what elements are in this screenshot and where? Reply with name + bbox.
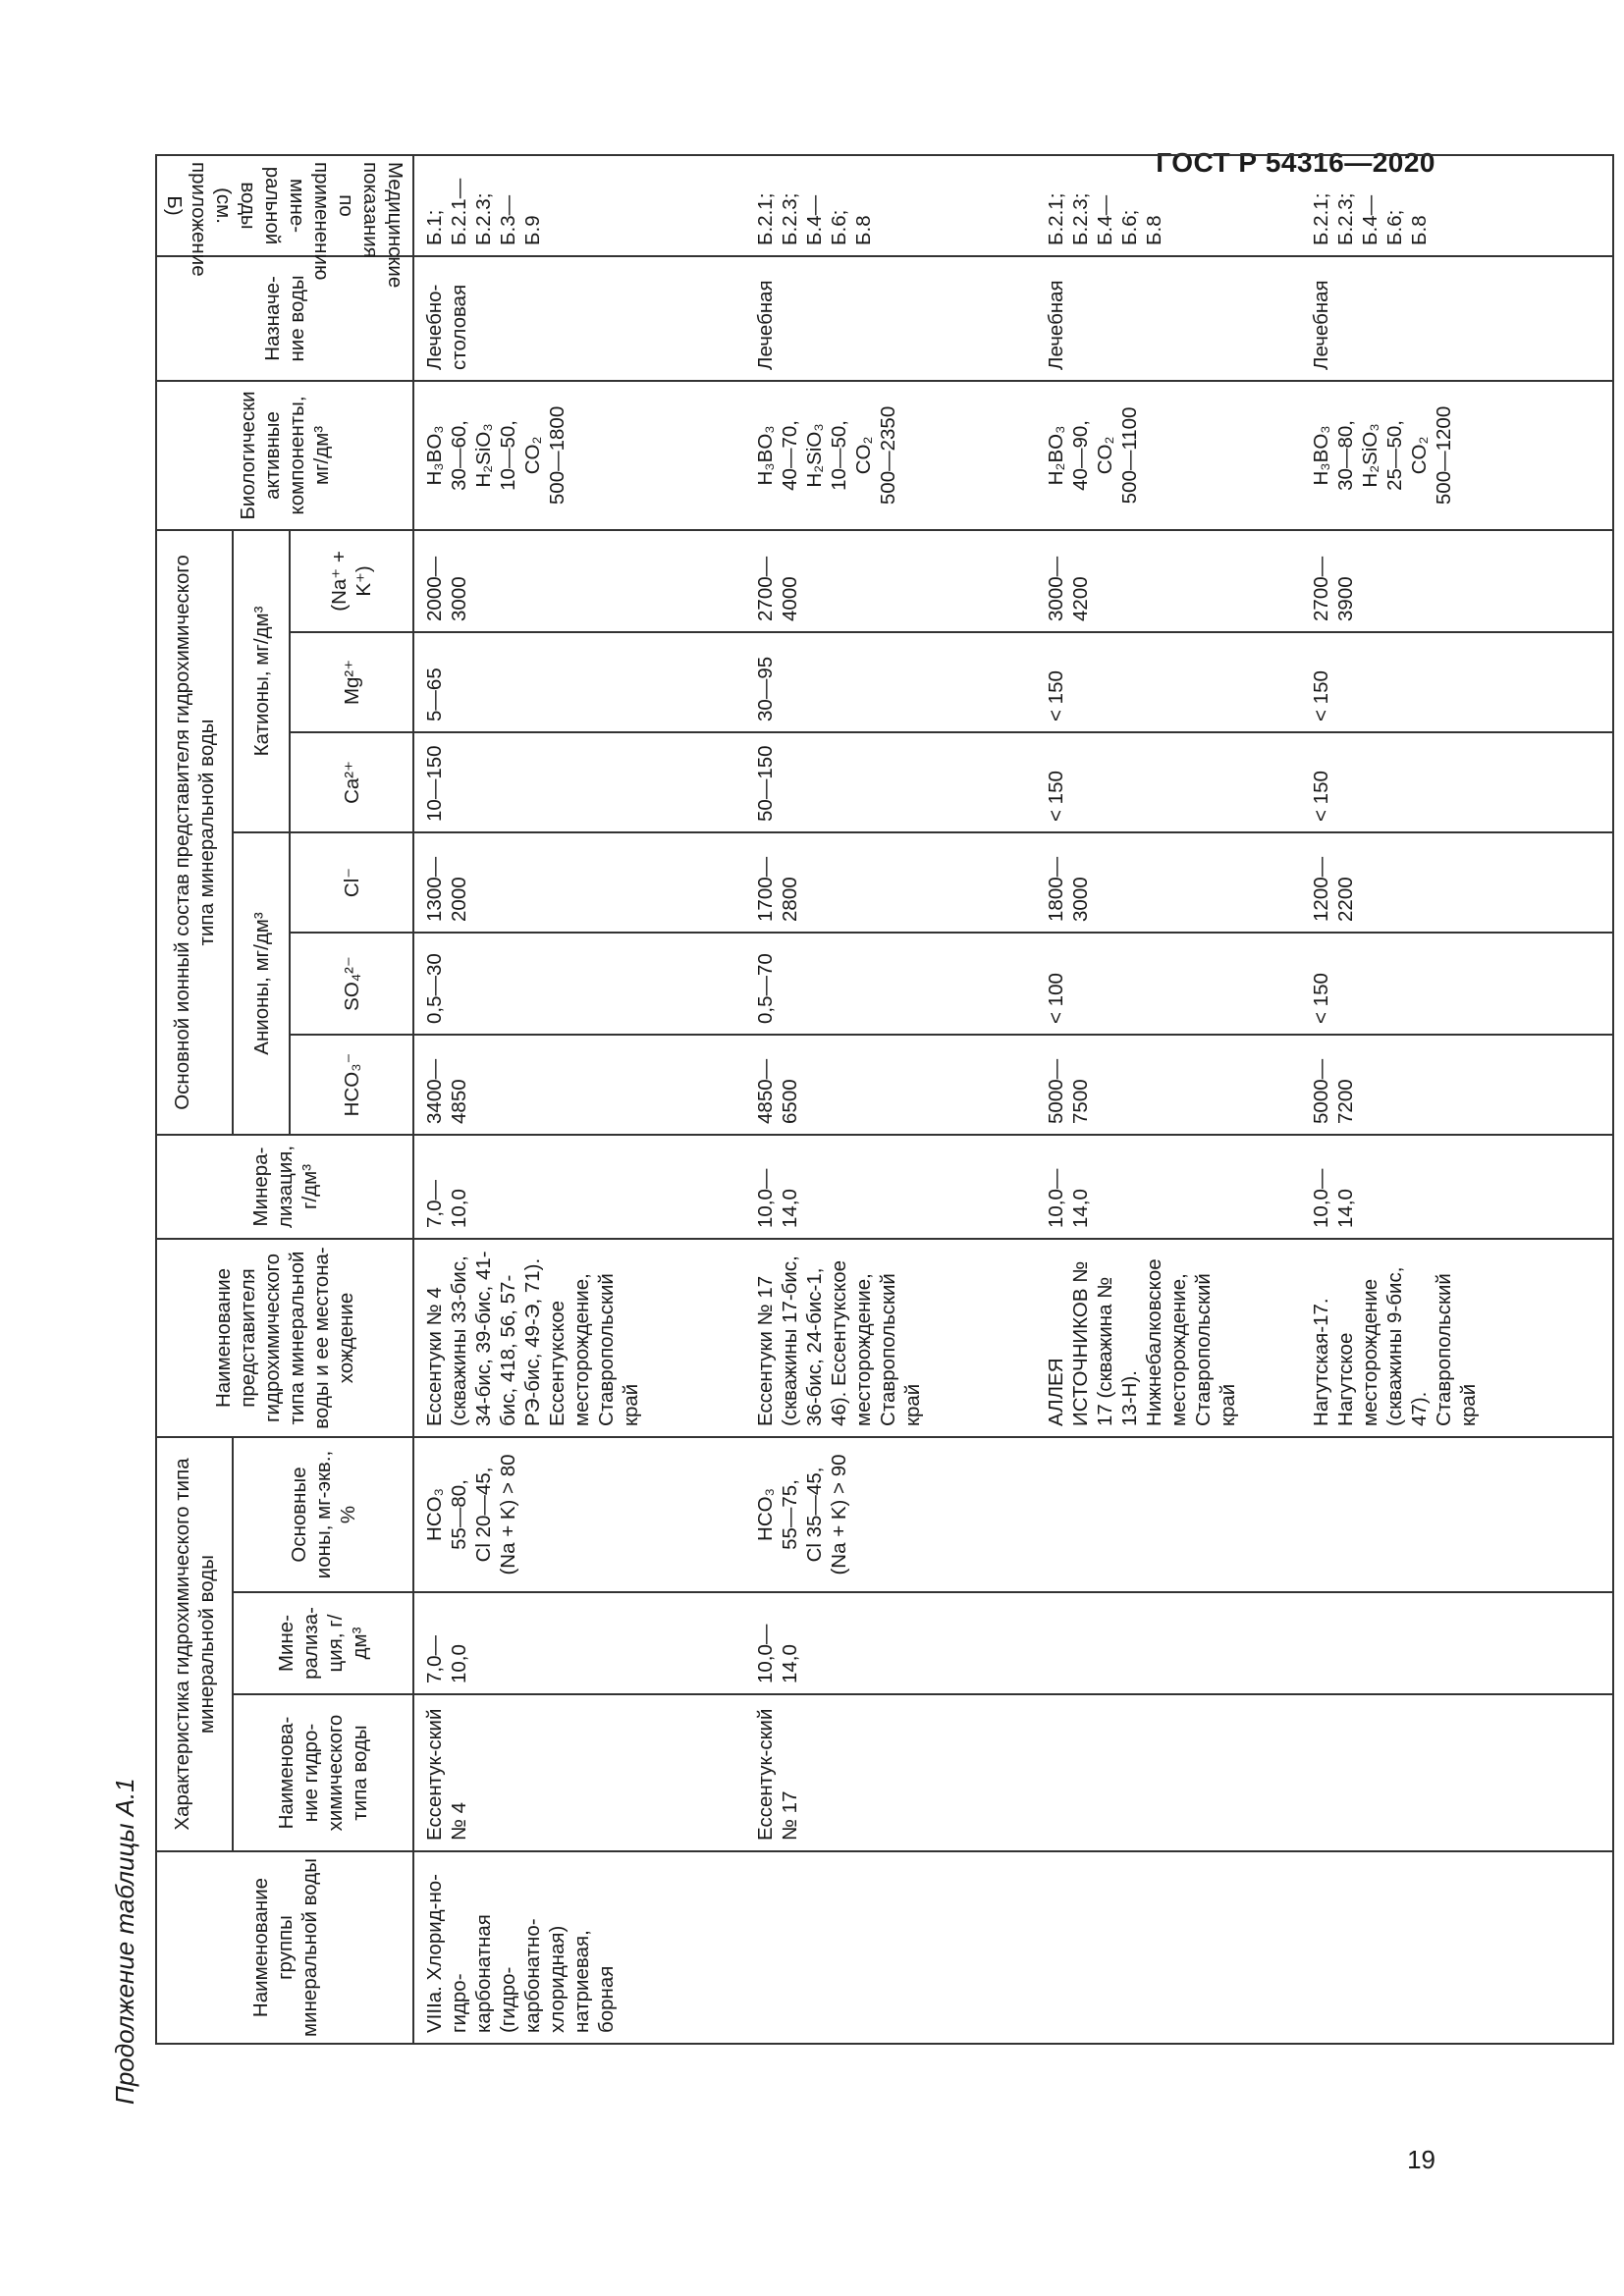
bioactive-cell-line: H₃BO₃ xyxy=(754,425,777,486)
so4-cell: 0,5—30 xyxy=(413,933,745,1035)
bioactive-cell-line: H₂SiO₃ xyxy=(1359,423,1381,488)
main-ions-cell-line: Cl 35—45, xyxy=(803,1467,826,1563)
table-caption: Продолжение таблицы А.1 xyxy=(110,1778,139,2105)
rep-mineralization-cell: 10,0—14,0 xyxy=(1036,1135,1301,1239)
representative-cell: АЛЛЕЯ ИСТОЧНИКОВ № 17 (скважина № 13-Н). Нижнебалковское месторождение, Ставропольский край xyxy=(1036,1239,1301,1437)
medical-cell-line: Б.4—Б.6; xyxy=(803,194,850,245)
medical-cell-line: Б.2.1; xyxy=(754,192,777,245)
table-row xyxy=(745,155,1036,2044)
medical-cell-line: Б.2.3; xyxy=(779,192,801,245)
so4-cell: < 100 xyxy=(1036,933,1301,1035)
medical-cell-line: Б.2.1; xyxy=(1310,192,1332,245)
rep-mineralization-cell: 10,0—14,0 xyxy=(1301,1135,1613,1239)
main-ions-cell-line: 55—80, xyxy=(448,1479,470,1550)
char-mineralization-cell xyxy=(1036,1592,1301,1694)
representative-cell: Нагутская-17. Нагутское месторождение (скважины 9-бис, 47). Ставропольский край xyxy=(1301,1239,1613,1437)
ca-cell: 50—150 xyxy=(745,732,1036,832)
main-ions-cell-line: Cl 20—45, xyxy=(472,1467,495,1563)
medical-cell-line: Б.4—Б.6; xyxy=(1359,194,1406,245)
char-name-cell: Ессентук-ский № 4 xyxy=(413,1694,745,1851)
medical-cell xyxy=(413,155,745,256)
page-number: 19 xyxy=(1407,2145,1435,2174)
main-ions-cell xyxy=(745,1437,1036,1592)
purpose-cell: Лечебная xyxy=(745,256,1036,381)
medical-cell xyxy=(1036,155,1301,256)
cl-cell: 1700—2800 xyxy=(745,832,1036,933)
mg-cell: < 150 xyxy=(1036,632,1301,732)
header-characteristic: Характеристика гидрохимического типа минеральной воды xyxy=(156,1437,233,1851)
medical-cell-line: Б.2.3; xyxy=(1334,192,1357,245)
medical-cell-line: Б.2.3; xyxy=(1069,192,1092,245)
ca-cell: < 150 xyxy=(1301,732,1613,832)
bioactive-cell-line: 40—70, xyxy=(779,420,801,491)
char-mineralization-cell xyxy=(1301,1592,1613,1694)
medical-cell-line: Б.4—Б.6; xyxy=(1094,194,1141,245)
char-name-cell: Ессентук-ский № 17 xyxy=(745,1694,1036,1851)
mineral-water-table xyxy=(155,154,1614,2045)
main-ions-cell xyxy=(1301,1437,1613,1592)
header-ca: Ca²⁺ xyxy=(290,732,413,832)
medical-cell-line: Б.2.1— xyxy=(448,178,470,245)
main-ions-cell-line: HCO₃ xyxy=(754,1488,777,1541)
header-rep-mineralization: Минера-лизация, г/дм³ xyxy=(156,1135,413,1239)
medical-cell-line: Б.2.1; xyxy=(1045,192,1067,245)
header-medical-indications: Медицинские показания по применению мине-ральной воды (см. приложение Б) xyxy=(156,155,413,256)
nak-cell: 2000—3000 xyxy=(413,530,745,632)
cl-cell: 1300—2000 xyxy=(413,832,745,933)
main-ions-cell-line: (Na + K) > 80 xyxy=(497,1454,519,1575)
main-ions-cell xyxy=(413,1437,745,1592)
nak-cell: 3000—4200 xyxy=(1036,530,1301,632)
cl-cell: 1200—2200 xyxy=(1301,832,1613,933)
purpose-cell: Лечебная xyxy=(1301,256,1613,381)
bioactive-cell xyxy=(413,381,745,530)
document-id: ГОСТ Р 54316—2020 xyxy=(1156,147,1435,178)
bioactive-cell-line: CO₂ xyxy=(521,436,544,475)
hco3-cell: 3400—4850 xyxy=(413,1035,745,1135)
ca-cell: 10—150 xyxy=(413,732,745,832)
purpose-cell: Лечебно-столовая xyxy=(413,256,745,381)
header-hco3: HCO₃⁻ xyxy=(290,1035,413,1135)
table-row xyxy=(1036,155,1301,2044)
header-cations: Катионы, мг/дм³ xyxy=(233,530,290,832)
header-representative: Наименование представителя гидрохимического типа минеральной воды и ее местона-хождение xyxy=(156,1239,413,1437)
mg-cell: < 150 xyxy=(1301,632,1613,732)
table-row xyxy=(1301,155,1613,2044)
bioactive-cell-line: 40—90, xyxy=(1069,420,1092,491)
main-ions-cell-line: (Na + K) > 90 xyxy=(828,1454,850,1575)
so4-cell: < 150 xyxy=(1301,933,1613,1035)
header-char-mineralization: Мине-рализа-ция, г/дм³ xyxy=(233,1592,413,1694)
bioactive-cell-line: H₂BO₃ xyxy=(1045,425,1067,486)
mg-cell: 30—95 xyxy=(745,632,1036,732)
hco3-cell: 4850—6500 xyxy=(745,1035,1036,1135)
medical-cell-line: Б.8 xyxy=(1408,215,1431,245)
medical-cell-line: Б.2.3; xyxy=(472,192,495,245)
table-body xyxy=(413,155,1613,2044)
hco3-cell: 5000—7200 xyxy=(1301,1035,1613,1135)
bioactive-cell-line: 30—60, xyxy=(448,420,470,491)
header-purpose: Назначе-ние воды xyxy=(156,256,413,381)
medical-cell-line: Б.8 xyxy=(1143,215,1165,245)
medical-cell xyxy=(745,155,1036,256)
medical-cell-line: Б.8 xyxy=(852,215,875,245)
header-nak: (Na⁺ + K⁺) xyxy=(290,530,413,632)
header-main-ions: Основные ионы, мг-экв., % xyxy=(233,1437,413,1592)
main-ions-cell-line: HCO₃ xyxy=(423,1488,446,1541)
bioactive-cell xyxy=(1301,381,1613,530)
header-char-name: Наименова-ние гидро-химического типа воды xyxy=(233,1694,413,1851)
main-ions-cell xyxy=(1036,1437,1301,1592)
char-mineralization-cell: 10,0—14,0 xyxy=(745,1592,1036,1694)
header-cl: Cl⁻ xyxy=(290,832,413,933)
char-mineralization-cell: 7,0—10,0 xyxy=(413,1592,745,1694)
header-anions: Анионы, мг/дм³ xyxy=(233,832,290,1135)
bioactive-cell-line: 10—50, xyxy=(497,420,519,491)
ca-cell: < 150 xyxy=(1036,732,1301,832)
bioactive-cell xyxy=(1036,381,1301,530)
purpose-cell: Лечебная xyxy=(1036,256,1301,381)
medical-cell-line: Б.3—Б.9 xyxy=(497,194,544,245)
bioactive-cell-line: 500—1200 xyxy=(1433,405,1455,506)
bioactive-cell-line: CO₂ xyxy=(852,436,875,475)
bioactive-cell-line: H₂SiO₃ xyxy=(472,423,495,488)
bioactive-cell-line: 500—2350 xyxy=(877,405,899,506)
header-group-name: Наименование группы минеральной воды xyxy=(156,1851,413,2044)
bioactive-cell-line: 25—50, xyxy=(1383,420,1406,491)
bioactive-cell-line: 500—1100 xyxy=(1118,406,1141,505)
nak-cell: 2700—3900 xyxy=(1301,530,1613,632)
bioactive-cell-line: CO₂ xyxy=(1094,436,1116,475)
bioactive-cell-line: 30—80, xyxy=(1334,420,1357,491)
hco3-cell: 5000—7500 xyxy=(1036,1035,1301,1135)
bioactive-cell-line: H₃BO₃ xyxy=(1310,425,1332,486)
group-name-cell: VIIIа. Хлорид-но-гидро-карбонатная (гидро-карбонатно-хлоридная) натриевая, борная xyxy=(413,1851,1613,2044)
bioactive-cell-line: 500—1800 xyxy=(546,405,568,506)
char-name-cell xyxy=(1301,1694,1613,1851)
representative-cell: Ессентуки № 17 (скважины 17-бис, 36-бис, 24-бис-1, 46). Ессентукское месторождение, Ставропольский край xyxy=(745,1239,1036,1437)
representative-cell: Ессентуки № 4 (скважины 33-бис, 34-бис, 39-бис, 41-бис, 418, 56, 57-РЭ-бис, 49-Э, 71). Ессентукское месторождение, Ставропольский край xyxy=(413,1239,745,1437)
bioactive-cell-line: 10—50, xyxy=(828,420,850,491)
main-ions-cell-line: 55—75, xyxy=(779,1479,801,1550)
cl-cell: 1800—3000 xyxy=(1036,832,1301,933)
nak-cell: 2700—4000 xyxy=(745,530,1036,632)
rep-mineralization-cell: 7,0—10,0 xyxy=(413,1135,745,1239)
header-ion-composition: Основной ионный состав представителя гидрохимического типа минеральной воды xyxy=(156,530,233,1135)
medical-cell xyxy=(1301,155,1613,256)
bioactive-cell-line: H₂SiO₃ xyxy=(803,423,826,488)
bioactive-cell-line: CO₂ xyxy=(1408,436,1431,475)
table-row xyxy=(413,155,745,2044)
mg-cell: 5—65 xyxy=(413,632,745,732)
header-bioactive: Биологически активные компоненты, мг/дм³ xyxy=(156,381,413,530)
header-so4: SO₄²⁻ xyxy=(290,933,413,1035)
bioactive-cell xyxy=(745,381,1036,530)
medical-cell-line: Б.1; xyxy=(423,209,446,245)
so4-cell: 0,5—70 xyxy=(745,933,1036,1035)
rep-mineralization-cell: 10,0—14,0 xyxy=(745,1135,1036,1239)
header-mg: Mg²⁺ xyxy=(290,632,413,732)
char-name-cell xyxy=(1036,1694,1301,1851)
bioactive-cell-line: H₃BO₃ xyxy=(423,425,446,486)
